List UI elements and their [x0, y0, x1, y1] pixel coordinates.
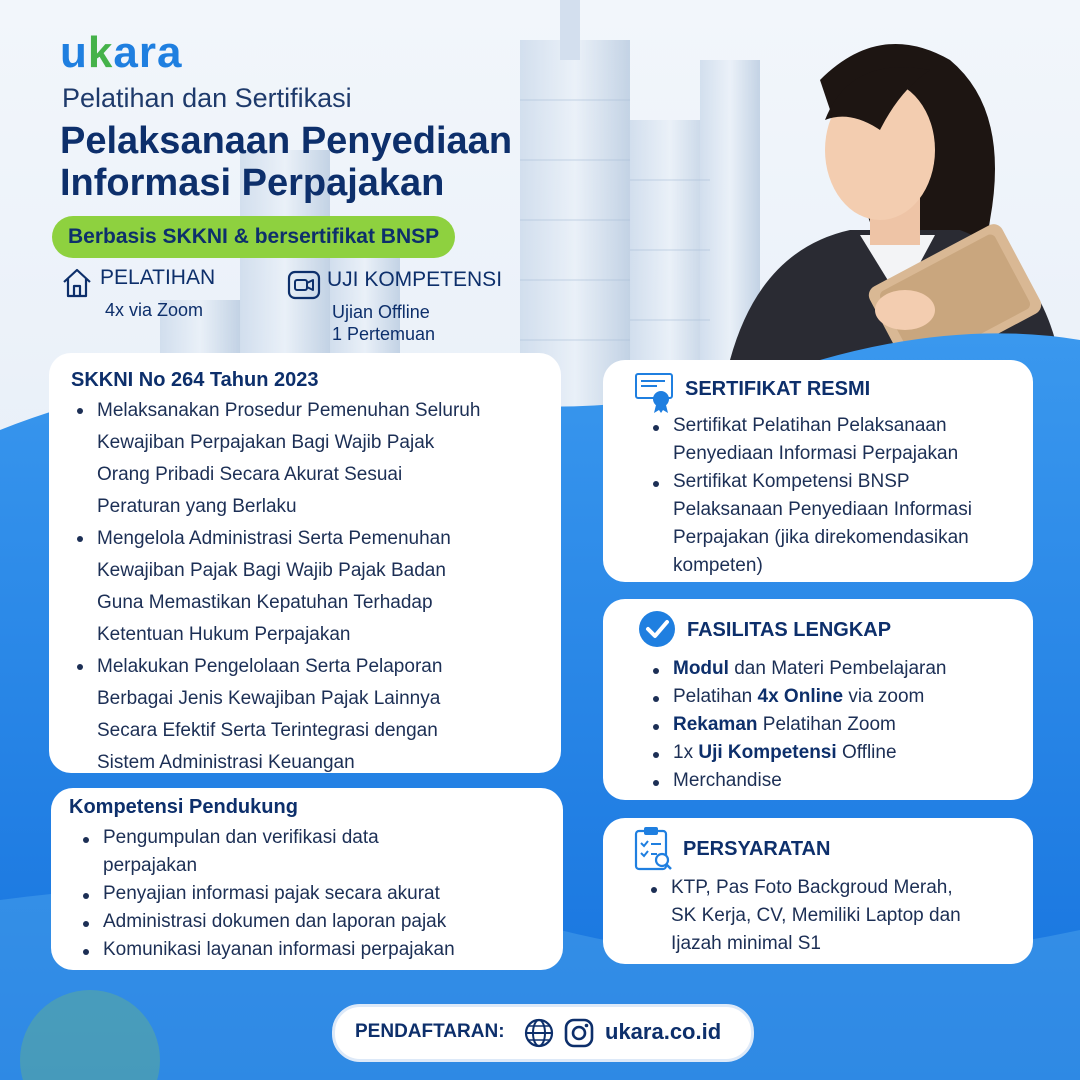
feature-exam	[287, 268, 527, 348]
feature-exam-line-1: Ujian Offline	[332, 302, 430, 322]
persyaratan-title: PERSYARATAN	[683, 838, 831, 860]
fasilitas-list	[649, 655, 1029, 795]
persyaratan-list	[647, 874, 1027, 958]
list-item: Pelatihan 4x Online via zoom	[649, 683, 1029, 711]
list-item: Melaksanakan Prosedur Pemenuhan Seluruh Kewajiban Perpajakan Bagi Wajib Pajak Orang Pribadi Secara Akurat Sesuai Peraturan yang Berlaku	[73, 395, 553, 523]
video-icon	[287, 268, 321, 302]
feature-training	[60, 266, 280, 326]
pendukung-list	[79, 824, 559, 964]
list-item: Administrasi dokumen dan laporan pajak	[79, 908, 559, 936]
list-item: Komunikasi layanan informasi perpajakan	[79, 936, 559, 964]
list-item: Sertifikat Pelatihan Pelaksanaan Penyediaan Informasi Perpajakan	[649, 412, 1029, 468]
page-subtitle: Pelatihan dan Sertifikasi	[62, 83, 352, 113]
list-item: Mengelola Administrasi Serta Pemenuhan Kewajiban Pajak Bagi Wajib Pajak Badan Guna Memastikan Kepatuhan Terhadap Ketentuan Hukum Perpajakan	[73, 523, 553, 651]
feature-exam-line-2: 1 Pertemuan	[332, 324, 436, 344]
list-item: Melakukan Pengelolaan Serta Pelaporan Berbagai Jenis Kewajiban Pajak Lainnya Secara Efektif Serta Terintegrasi dengan Sistem Administrasi Keuangan	[73, 651, 553, 779]
check-circle-icon	[637, 609, 677, 649]
feature-training-line: 4x via Zoom	[105, 300, 204, 320]
skkni-title: SKKNI No 264 Tahun 2023	[71, 369, 319, 391]
list-item: Merchandise	[649, 767, 1029, 795]
persyaratan-card	[603, 818, 1033, 964]
list-item: Penyajian informasi pajak secara akurat	[79, 880, 559, 908]
website-link[interactable]: ukara.co.id	[605, 1019, 722, 1044]
home-icon	[60, 266, 94, 300]
list-item: Sertifikat Kompetensi BNSP Pelaksanaan Penyediaan Informasi Perpajakan (jika direkomendasikan kompeten)	[649, 468, 1029, 580]
page-title	[60, 120, 512, 204]
clipboard-icon	[633, 826, 673, 872]
list-item: Rekaman Pelatihan Zoom	[649, 711, 1029, 739]
sertifikat-title: SERTIFIKAT RESMI	[685, 378, 871, 400]
instagram-icon[interactable]	[563, 1017, 595, 1049]
title-line-1: Pelaksanaan Penyediaan	[60, 120, 513, 162]
feature-exam-heading: UJI KOMPETENSI	[327, 268, 503, 291]
skkni-list	[73, 395, 553, 779]
title-line-2: Informasi Perpajakan	[60, 162, 445, 204]
registration-bar	[332, 1004, 754, 1062]
list-item: Pengumpulan dan verifikasi data perpajakan	[79, 824, 559, 880]
sertifikat-list	[649, 412, 1029, 580]
pendukung-title: Kompetensi Pendukung	[69, 796, 298, 818]
list-item: Modul dan Materi Pembelajaran	[649, 655, 1029, 683]
list-item: KTP, Pas Foto Backgroud Merah, SK Kerja, CV, Memiliki Laptop dan Ijazah minimal S1	[647, 874, 1027, 958]
pendukung-card	[51, 788, 563, 970]
list-item: 1x Uji Kompetensi Offline	[649, 739, 1029, 767]
ukara-logo: ukara	[60, 28, 183, 77]
globe-icon[interactable]	[523, 1017, 555, 1049]
fasilitas-card	[603, 599, 1033, 800]
certificate-icon	[635, 372, 675, 414]
fasilitas-title: FASILITAS LENGKAP	[687, 619, 892, 641]
skkni-card	[49, 353, 561, 773]
registration-label: PENDAFTARAN:	[355, 1021, 505, 1042]
skkni-badge: Berbasis SKKNI & bersertifikat BNSP	[52, 216, 455, 258]
feature-training-heading: PELATIHAN	[100, 266, 216, 289]
sertifikat-card	[603, 360, 1033, 582]
